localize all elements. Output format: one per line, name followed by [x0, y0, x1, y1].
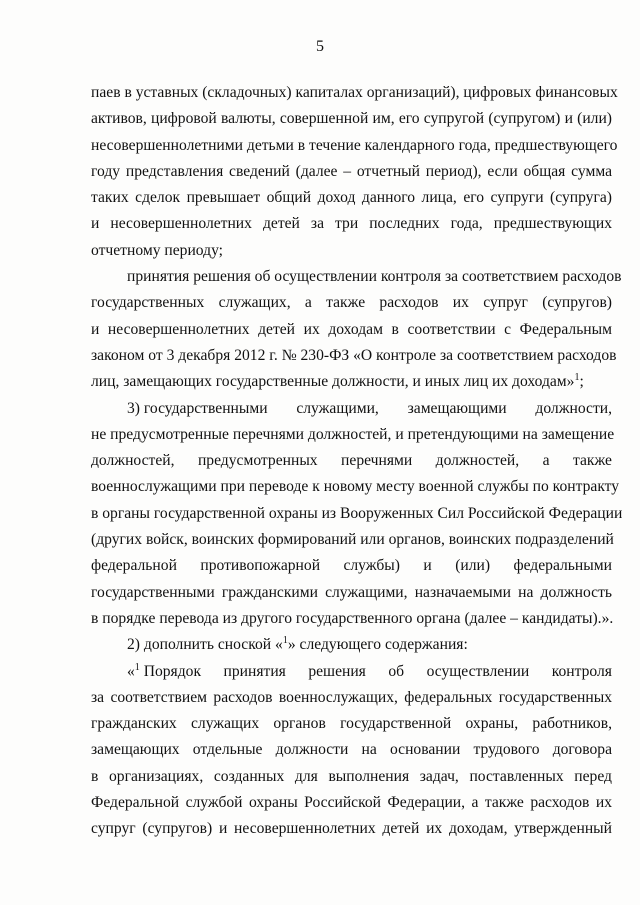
page-number: 5	[316, 38, 324, 55]
text-fragment: лиц, замещающих государственные должности, и иных лиц их доходам»	[91, 373, 575, 391]
word: федеральными	[513, 557, 612, 575]
word: федеральной	[91, 557, 177, 575]
footnote-reference: 1	[282, 635, 288, 647]
text-line	[91, 369, 612, 395]
text-fragment: Порядок	[139, 662, 202, 680]
word: (или)	[455, 557, 491, 575]
text-fragment: ;	[579, 373, 584, 391]
word: контроля	[551, 662, 612, 680]
word: 3) государственными	[127, 399, 268, 417]
word: служащими,	[296, 399, 379, 417]
text-line: военнослужащими при переводе к новому месту военной службы по контракту	[91, 478, 620, 496]
word: замещающими	[407, 399, 507, 417]
document-body	[91, 80, 623, 843]
paragraph-footnote-text	[91, 659, 612, 843]
word: об	[388, 662, 405, 680]
word: должностей,	[91, 452, 175, 470]
paragraph-control-decision	[91, 264, 622, 395]
text-line: Федеральной службой охраны Российской Федерации, а также расходов их	[91, 794, 612, 812]
word: и	[423, 557, 432, 575]
word: перечнями	[341, 452, 413, 470]
word: противопожарной	[200, 557, 321, 575]
text-line: и несовершеннолетних детей их доходам в соответствии с Федеральным	[91, 320, 612, 338]
word	[127, 659, 201, 685]
text-line: активов, цифровой валюты, совершенной им, его супругой (супругом) и (или)	[91, 110, 612, 128]
text-line: несовершеннолетними детьми в течение календарного года, предшествующего	[91, 136, 618, 154]
footnote-reference: 1	[134, 661, 140, 673]
text-line: государственными гражданскими служащими, назначаемыми на должность	[91, 583, 612, 601]
word: предусмотренных	[197, 452, 318, 470]
text-line: в органы государственной охраны из Вооруженных Сил Российской Федерации	[91, 504, 623, 522]
text-line: государственных служащих, а также расходов их супруг (супругов)	[91, 294, 612, 312]
text-fragment: » следующего содержания:	[287, 636, 468, 654]
paragraph-continuation	[91, 80, 618, 264]
word: службы)	[343, 557, 400, 575]
word: должностей,	[435, 452, 520, 470]
text-line: законом от 3 декабря 2012 г. № 230-ФЗ «О контроле за соответствием расходов	[91, 346, 617, 364]
paragraph-item-3	[91, 396, 623, 633]
text-line	[91, 396, 612, 422]
text-line	[91, 659, 612, 685]
text-line: принятия решения об осуществлении контроля за соответствием расходов	[127, 268, 622, 286]
text-line: супруг (супругов) и несовершеннолетних детей их доходам, утвержденный	[91, 820, 612, 838]
text-line: году представления сведений (далее – отчетный период), если общая сумма	[91, 162, 612, 180]
text-line: и несовершеннолетних детей за три последних года, предшествующих	[91, 215, 612, 233]
text-line: (других войск, воинских формирований или органов, воинских подразделений	[91, 531, 614, 549]
word: решения	[308, 662, 366, 680]
text-line: гражданских служащих органов государственной охраны, работников,	[91, 715, 612, 733]
text-line: не предусмотренные перечнями должностей, и претендующими на замещение	[91, 425, 615, 443]
text-line: за соответствием расходов военнослужащих, федеральных государственных	[91, 688, 612, 706]
text-line: замещающих отдельные должности на основании трудового договора	[91, 741, 612, 759]
text-line: в порядке перевода из другого государственного органа (далее – кандидаты).».	[91, 609, 614, 627]
text-line: в организациях, созданных для выполнения задач, поставленных перед	[91, 767, 612, 785]
footnote-reference: 1	[574, 372, 580, 384]
text-line: таких сделок превышает общий доход данного лица, его супруги (супруга)	[91, 189, 612, 207]
word: осуществлении	[426, 662, 530, 680]
paragraph-add-footnote	[91, 632, 612, 658]
text-line: отчетному периоду;	[91, 241, 224, 259]
word: должности,	[535, 399, 612, 417]
text-line	[91, 553, 612, 579]
word: принятия	[223, 662, 286, 680]
text-line	[91, 632, 612, 658]
word: а	[542, 452, 550, 470]
text-fragment: 2) дополнить сноской «	[127, 636, 283, 654]
text-line	[91, 448, 612, 474]
text-line: паев в уставных (складочных) капиталах организаций), цифровых финансовых	[91, 84, 618, 101]
open-quote: «	[127, 662, 135, 680]
word: также	[572, 452, 612, 470]
